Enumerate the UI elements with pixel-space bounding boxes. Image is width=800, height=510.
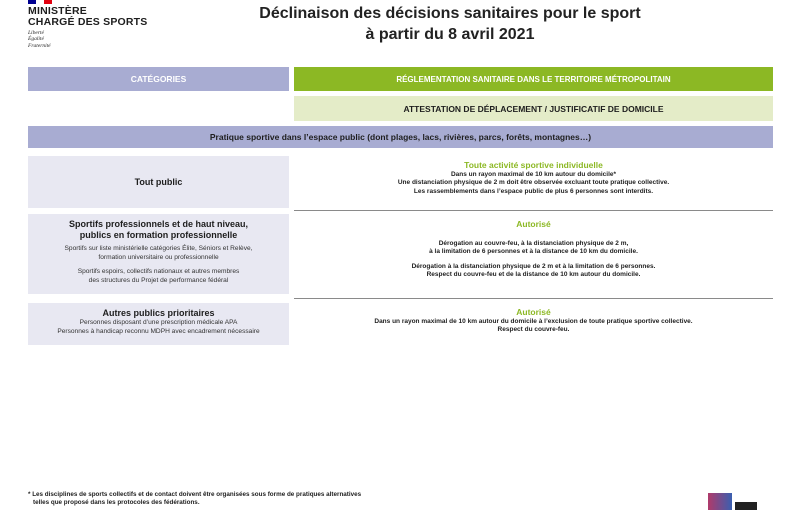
category-sub-line: formation universitaire ou professionnelle: [98, 253, 219, 261]
rule-professional-athletes: [294, 219, 773, 280]
category-professional-athletes: [28, 214, 289, 294]
footnote-line: * Les disciplines de sports collectifs et de contact doivent être organisées sous forme de pratiques alternatives: [28, 491, 362, 498]
rule-title: Toute activité sportive individuelle: [464, 160, 603, 170]
category-title: Tout public: [134, 176, 183, 187]
motto-egalite: Égalité: [28, 36, 44, 43]
french-flag-icon: [28, 0, 52, 4]
page-title: [200, 3, 700, 45]
partner-logo-icon: [708, 493, 732, 510]
rule-line: Dans un rayon maximal de 10 km autour du domicile*: [450, 171, 617, 178]
rule-text-elite: [294, 240, 773, 257]
category-sub-line: Personnes disposant d’une prescription médicale APA: [79, 319, 238, 326]
title-line2: à partir du 8 avril 2021: [365, 26, 535, 43]
partner-badge-icon: [735, 502, 757, 510]
title-line1: Déclinaison des décisions sanitaires pour le sport: [259, 5, 641, 22]
rule-line: Dérogation au couvre-feu, à la distanciation physique de 2 m,: [438, 240, 629, 247]
row-divider: [294, 298, 773, 299]
category-sub-line: Personnes à handicap reconnu MDPH avec encadrement nécessaire: [57, 327, 260, 335]
ministry-line1: MINISTÈRE: [28, 5, 87, 17]
ministry-name: [28, 6, 148, 28]
category-sub-line: des structures du Projet de performance fédéral: [88, 276, 229, 284]
category-priority-publics: [28, 303, 289, 345]
rule-line: Les rassemblements dans l’espace public de plus 6 personnes sont interdits.: [413, 187, 654, 195]
republic-motto: [28, 30, 51, 49]
attestation-header: ATTESTATION DE DÉPLACEMENT / JUSTIFICATIF DE DOMICILE: [294, 96, 773, 121]
rule-text: [294, 318, 773, 335]
category-sub: [28, 319, 289, 336]
category-sub-line: Sportifs espoirs, collectifs nationaux et autres membres: [77, 268, 240, 275]
rule-text: [294, 171, 773, 196]
ministry-line2: CHARGÉ DES SPORTS: [28, 16, 148, 28]
motto-liberte: Liberté: [28, 30, 44, 36]
category-general-public: [28, 156, 289, 208]
row-divider: [294, 210, 773, 211]
category-sub-line: Sportifs sur liste ministérielle catégories Élite, Séniors et Relève,: [64, 245, 253, 252]
rule-text-espoirs: [294, 263, 773, 280]
motto-fraternite: Fraternité: [28, 42, 51, 49]
footnote: [28, 491, 361, 507]
rule-line: Respect du couvre-feu et de la distance de 10 km autour du domicile.: [426, 271, 641, 279]
categories-header: CATÉGORIES: [28, 67, 289, 91]
rule-line: Dérogation à la distanciation physique de 2 m et à la limitation de 6 personnes.: [411, 262, 656, 270]
footnote-line: telles que proposé dans les protocoles des fédérations.: [33, 499, 200, 506]
category-title-line: publics en formation professionnelle: [79, 230, 238, 240]
rule-line: Une distanciation physique de 2 m doit être observée excluant toute pratique collective.: [397, 179, 670, 187]
category-title: Autres publics prioritaires: [102, 308, 215, 318]
rule-title: Autorisé: [516, 219, 551, 229]
rule-line: Respect du couvre-feu.: [497, 326, 570, 334]
category-subgroup-espoirs: [28, 268, 289, 285]
regulation-header: RÉGLEMENTATION SANITAIRE DANS LE TERRITOIRE MÉTROPOLITAIN: [294, 67, 773, 91]
category-title-line: Sportifs professionnels et de haut niveau,: [68, 219, 249, 229]
rule-general-public: [294, 160, 773, 196]
rule-line: Dans un rayon maximal de 10 km autour du domicile à l’exclusion de toute pratique sportive collective.: [374, 318, 693, 325]
rule-title: Autorisé: [516, 307, 551, 317]
category-title: [28, 219, 289, 241]
practice-banner: Pratique sportive dans l’espace public (dont plages, lacs, rivières, parcs, forêts, montagnes…): [28, 126, 773, 148]
rule-priority-publics: [294, 307, 773, 335]
rule-line: à la limitation de 6 personnes et à la distance de 10 km du domicile.: [429, 248, 638, 256]
category-subgroup-elite: [28, 245, 289, 262]
